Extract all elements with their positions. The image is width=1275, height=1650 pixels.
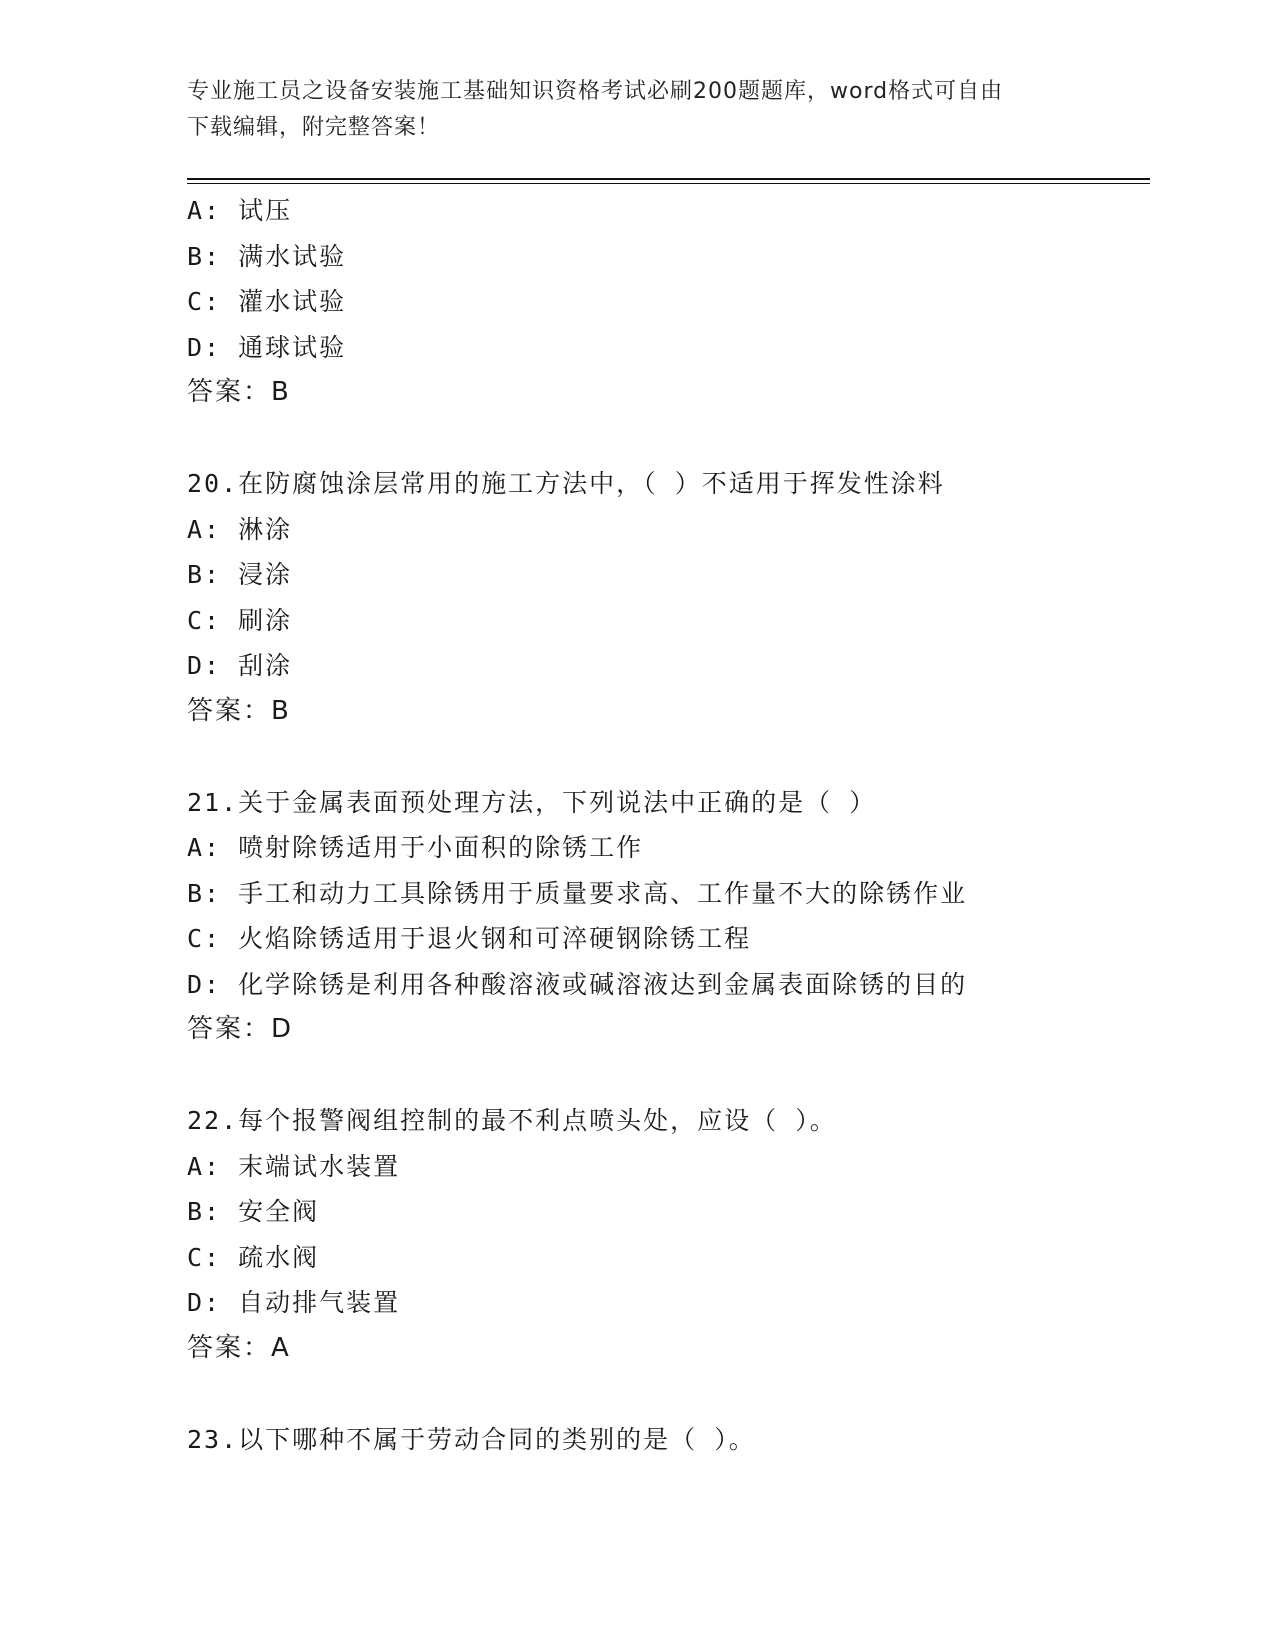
prev-question-block: [187, 188, 1150, 416]
option-b: B: 浸涂: [187, 560, 293, 589]
document-header: [187, 74, 1067, 146]
question-22: [187, 1098, 1150, 1371]
question-stem: 22.每个报警阀组控制的最不利点喷头处，应设（ ）。: [187, 1106, 837, 1135]
option-b: B: 满水试验: [187, 241, 347, 271]
question-21: [187, 780, 1150, 1053]
option-d: D: 化学除锈是利用各种酸溶液或碱溶液达到金属表面除锈的目的: [187, 969, 968, 999]
question-stem: 20.在防腐蚀涂层常用的施工方法中，（ ）不适用于挥发性涂料: [187, 469, 945, 498]
option-b: B: 手工和动力工具除锈用于质量要求高、工作量不大的除锈作业: [187, 878, 968, 908]
question-list: [187, 188, 1150, 1462]
option-a: A: 试压: [187, 196, 293, 225]
spacer: [187, 734, 1150, 780]
answer-line: 答案：B: [187, 695, 291, 726]
answer-line: 答案：B: [187, 377, 291, 407]
option-c: C: 火焰除锈适用于退火钢和可淬硬钢除锈工程: [187, 924, 752, 953]
option-d: D: 通球试验: [187, 332, 347, 362]
option-a: A: 淋涂: [187, 514, 293, 544]
option-c: C: 疏水阀: [187, 1242, 320, 1272]
question-stem: 21.关于金属表面预处理方法，下列说法中正确的是（ ）: [187, 787, 877, 817]
option-c: C: 灌水试验: [187, 287, 347, 316]
header-line-1: 专业施工员之设备安装施工基础知识资格考试必刷200题题库，word格式可自由: [187, 79, 1004, 104]
question-23: [187, 1417, 1150, 1463]
spacer: [187, 416, 1150, 462]
option-a: A: 末端试水装置: [187, 1151, 401, 1181]
spacer: [187, 1053, 1150, 1099]
header-rule-thin: [187, 183, 1150, 184]
option-d: D: 自动排气装置: [187, 1288, 401, 1317]
option-c: C: 刷涂: [187, 605, 293, 635]
header-rule-thick: [187, 178, 1150, 180]
header-line-2: 下载编辑，附完整答案！: [187, 115, 441, 140]
question-stem: 23.以下哪种不属于劳动合同的类别的是（ ）。: [187, 1424, 756, 1454]
option-a: A: 喷射除锈适用于小面积的除锈工作: [187, 833, 644, 862]
question-20: [187, 461, 1150, 734]
answer-line: 答案：D: [187, 1014, 294, 1044]
option-d: D: 刮涂: [187, 651, 293, 680]
answer-line: 答案：A: [187, 1332, 291, 1363]
spacer: [187, 1371, 1150, 1417]
option-b: B: 安全阀: [187, 1197, 320, 1226]
